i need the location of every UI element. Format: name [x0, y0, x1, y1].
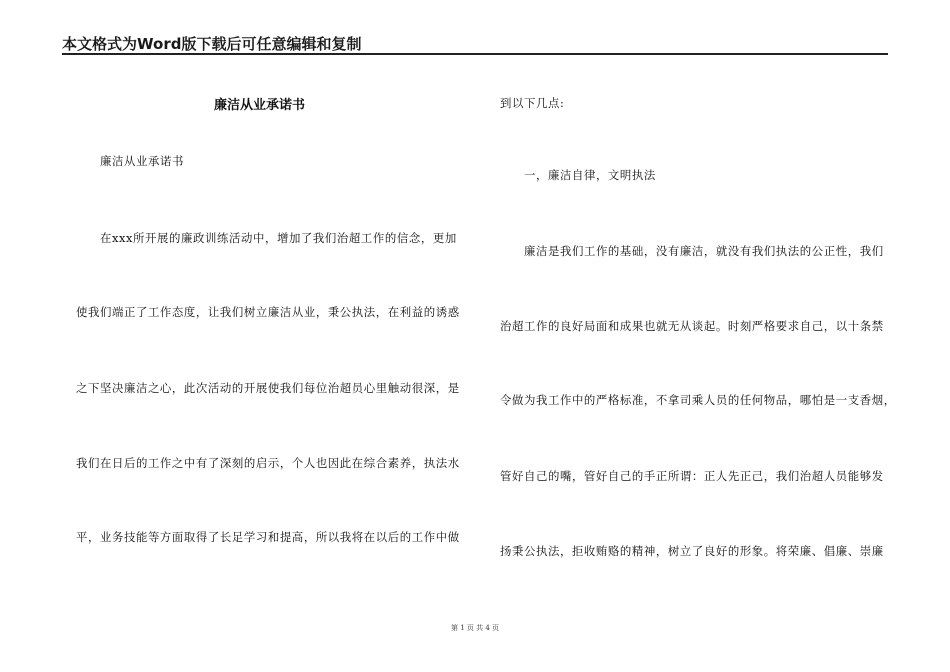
right-line: 管好自己的嘴，管好自己的手正所谓：正人先正己，我们治超人员能够发 — [500, 469, 884, 483]
right-line: 令做为我工作中的严格标准，不拿司乘人员的任何物品，哪怕是一支香烟， — [500, 393, 896, 407]
page-footer: 第 1 页 共 4 页 — [450, 624, 500, 632]
left-line: 平，业务技能等方面取得了长足学习和提高，所以我将在以后的工作中做 — [76, 530, 460, 544]
document-banner: 本文格式为Word版下载后可任意编辑和复制 — [62, 35, 362, 53]
document-title: 廉洁从业承诺书 — [214, 98, 306, 113]
left-line: 廉洁从业承诺书 — [100, 154, 184, 168]
left-line: 我们在日后的工作之中有了深刻的启示，个人也因此在综合素养，执法水 — [76, 456, 460, 470]
right-line: 治超工作的良好局面和成果也就无从谈起。时刻严格要求自己，以十条禁 — [500, 319, 884, 333]
left-line: 使我们端正了工作态度，让我们树立廉洁从业，秉公执法，在利益的诱惑 — [76, 305, 460, 319]
left-line: 在xxx所开展的廉政训练活动中，增加了我们治超工作的信念，更加 — [100, 231, 457, 245]
left-line: 之下坚决廉洁之心，此次活动的开展使我们每位治超员心里触动很深，是 — [76, 381, 460, 395]
section-heading: 一，廉洁自律，文明执法 — [524, 168, 656, 182]
right-line: 廉洁是我们工作的基础，没有廉洁，就没有我们执法的公正性，我们 — [524, 244, 884, 258]
right-line: 到以下几点: — [500, 96, 565, 110]
right-line: 扬秉公执法，拒收贿赂的精神，树立了良好的形象。将荣廉、倡廉、崇廉 — [500, 544, 884, 558]
header-rule — [62, 53, 888, 55]
